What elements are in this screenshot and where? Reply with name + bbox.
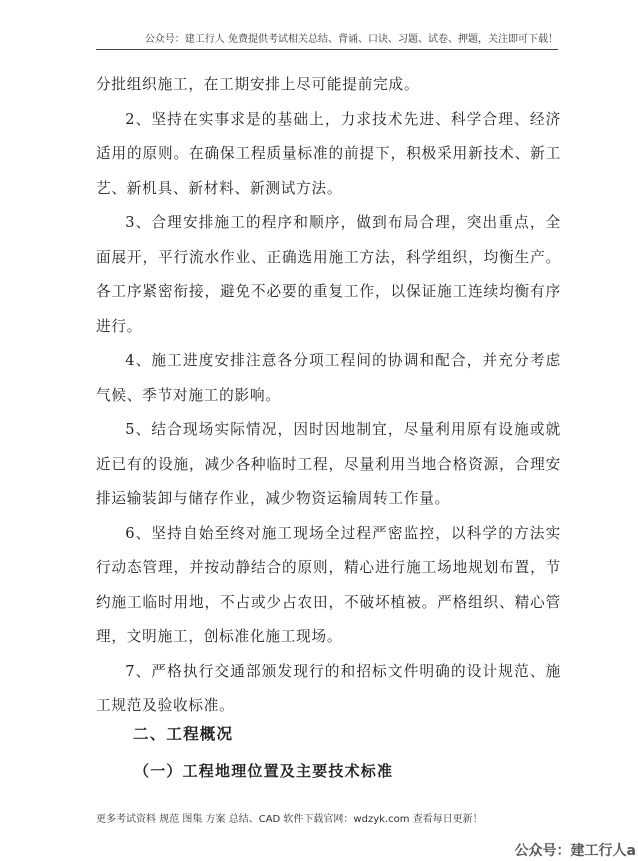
paragraph-item-5: 5、结合现场实际情况，因时因地制宜，尽量利用原有设施或就近已有的设施，减少各种临时工程，尽量利用当地合格资源，合理安排运输装卸与储存作业，减少物资运输周转工作量。 [96,421,561,507]
paragraph-item-3: 3、合理安排施工的程序和顺序，做到布局合理，突出重点，全面展开，平行流水作业、正确选用施工方法，科学组织，均衡生产。各工序紧密衔接，避免不必要的重复工作，以保证施工连续均衡有序进行。 [96,214,561,335]
page-header: 公众号：建工行人 免费提供考试相关总结、背诵、口诀、习题、试卷、押题，关注即可下载！ [144,34,558,45]
page-footer: 更多考试资料 规范 图集 方案 总结、CAD 软件下载官网：wdzyk.com 查看每日更新！ [96,814,483,825]
header-divider [96,49,558,50]
subsection-heading: （一）工程地理位置及主要技术标准 [134,762,394,780]
paragraph-item-7: 7、严格执行交通部颁发现行的和招标文件明确的设计规范、施工规范及验收标准。 [96,662,561,714]
paragraph-item-2: 2、坚持在实事求是的基础上，力求技术先进、科学合理、经济适用的原则。在确保工程质量标准的前提下，积极采用新技术、新工艺、新机具、新材料、新测试方法。 [96,110,561,197]
paragraph-item-6: 6、坚持自始至终对施工现场全过程严密监控，以科学的方法实行动态管理，并按动静结合的原则，精心进行施工场地规划布置，节约施工临时用地，不占或少占农田，不破坏植被。严格组织、精心管理，文明施工，创标准化施工现场。 [96,524,561,645]
watermark-label: 公众号：建工行人a [514,843,636,859]
paragraph-item-4: 4、施工进度安排注意各分项工程间的协调和配合，并充分考虑气候、季节对施工的影响。 [96,352,561,404]
section-heading: 二、工程概况 [133,725,234,743]
document-body [96,68,561,724]
paragraph-continuation: 分批组织施工，在工期安排上尽可能提前完成。 [96,76,420,93]
